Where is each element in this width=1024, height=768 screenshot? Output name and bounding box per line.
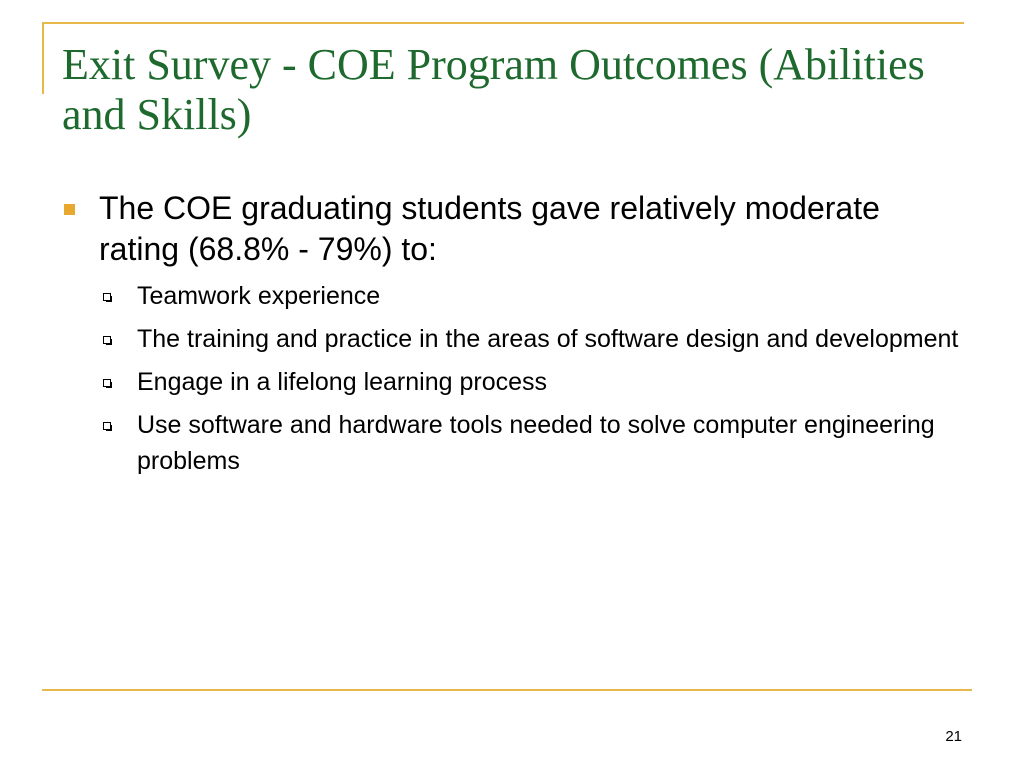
main-bullet-text: The COE graduating students gave relatively moderate rating (68.8% - 79%) to: [99, 190, 880, 267]
sub-bullet-text: Teamwork experience [137, 282, 381, 310]
main-bullet-item [62, 188, 962, 270]
sub-bullet-text: The training and practice in the areas of software design and development [137, 325, 959, 353]
sub-bullet-item [62, 321, 962, 357]
slide-content [62, 188, 962, 486]
sub-bullet-text: Use software and hardware tools needed to solve computer engineering problems [137, 411, 935, 475]
top-accent-line [42, 22, 964, 24]
sub-bullet-item [62, 407, 962, 479]
sub-bullet-item [62, 278, 962, 314]
left-accent-line [42, 22, 44, 94]
slide-title: Exit Survey - COE Program Outcomes (Abilities and Skills) [62, 40, 925, 139]
shadowed-square-bullet-icon [103, 293, 111, 301]
shadowed-square-bullet-icon [103, 336, 111, 344]
sub-bullet-item [62, 364, 962, 400]
sub-bullet-text: Engage in a lifelong learning process [137, 368, 547, 396]
shadowed-square-bullet-icon [103, 379, 111, 387]
sub-bullet-list [62, 278, 962, 479]
shadowed-square-bullet-icon [103, 422, 111, 430]
footer-accent-line [42, 689, 972, 691]
page-number: 21 [945, 728, 962, 745]
square-bullet-icon [64, 204, 75, 215]
